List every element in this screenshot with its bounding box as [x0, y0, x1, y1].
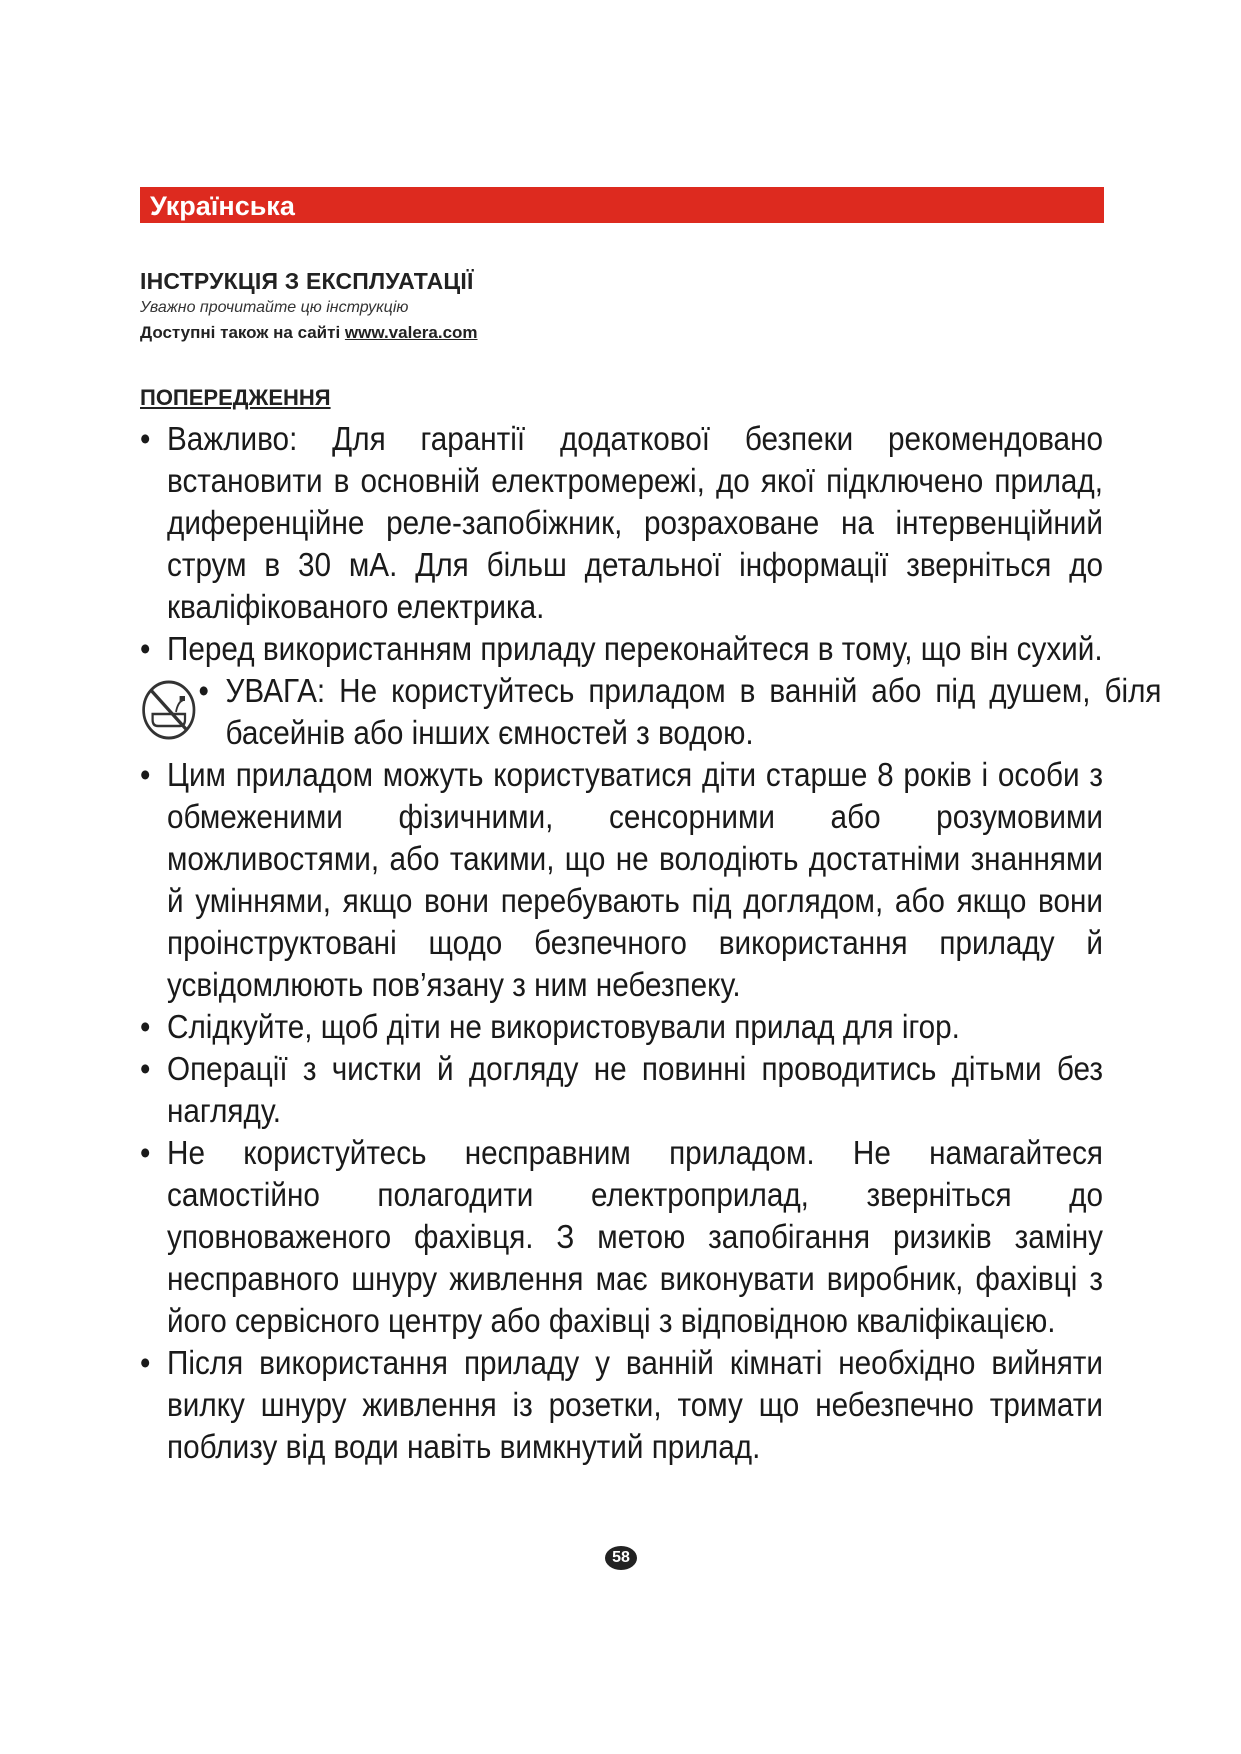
list-item	[140, 628, 1103, 670]
bullet: •	[140, 1008, 151, 1045]
site-link[interactable]: www.valera.com	[344, 323, 478, 342]
list-item	[140, 1342, 1103, 1468]
bullet: •	[198, 672, 209, 709]
list-item	[140, 1132, 1103, 1342]
warning-text: УВАГА: Не користуйтесь приладом в ванній або під душем, біля басейнів або інших ємностей з водою.	[225, 672, 1162, 751]
bullet: •	[140, 420, 151, 457]
page-subtitle: Уважно прочитайте цю інструкцію	[140, 299, 409, 316]
bullet: •	[140, 756, 151, 793]
bullet: •	[140, 1134, 151, 1171]
warning-text: Перед використанням приладу переконайтеся в тому, що він сухий.	[167, 630, 1103, 667]
site-prefix: Доступні також на сайті	[140, 323, 341, 342]
document-header	[140, 268, 478, 343]
list-item	[140, 418, 1103, 628]
bullet: •	[140, 630, 151, 667]
list-item	[140, 1006, 1103, 1048]
list-item	[140, 1048, 1103, 1132]
warning-text: Операції з чистки й догляду не повинні проводитись дітьми без нагляду.	[167, 1050, 1103, 1129]
warning-text: Цим приладом можуть користуватися діти старше 8 років і особи з обмеженими фізичними, сенсорними або розумовими можливостями, або такими, що не володіють достатніми знаннями й уміннями, якщо вони перебувають під доглядом, або якщо вони проінструктовані щодо безпечного використання приладу й усвідомлюють пов’язану з ним небезпеку.	[167, 756, 1103, 1003]
page-title: ІНСТРУКЦІЯ З ЕКСПЛУАТАЦІЇ	[140, 268, 474, 294]
bullet: •	[140, 1050, 151, 1087]
language-label: Українська	[150, 191, 295, 221]
warning-text: Слідкуйте, щоб діти не використовували прилад для ігор.	[167, 1008, 960, 1045]
bullet: •	[140, 1344, 151, 1381]
warning-text: Важливо: Для гарантії додаткової безпеки рекомендовано встановити в основній електромережі, до якої підключено прилад, диференційне реле-запобіжник, розраховане на інтервенційний струм в 30 мА. Для більш детальної інформації зверніться до кваліфікованого електрика.	[167, 420, 1103, 625]
site-line	[140, 323, 478, 343]
warning-text: Не користуйтесь несправним приладом. Не намагайтеся самостійно полагодити електроприлад, зверніться до уповноваженого фахівця. З метою запобігання ризиків заміну несправного шнуру живлення має виконувати виробник, фахівці з його сервісного центру або фахівці з відповідною кваліфікацією.	[167, 1134, 1103, 1339]
language-section-bar	[140, 187, 1104, 223]
list-item	[140, 670, 1162, 754]
warning-text: Після використання приладу у ванній кімнаті необхідно вийняти вилку шнуру живлення із розетки, тому що небезпечно тримати поблизу від води навіть вимкнутий прилад.	[167, 1344, 1103, 1465]
list-item	[140, 754, 1103, 1006]
warnings-heading: ПОПЕРЕДЖЕННЯ	[140, 385, 331, 410]
warnings-list	[140, 418, 1162, 1468]
page-number: 58	[605, 1546, 637, 1570]
no-bath-icon	[140, 678, 198, 742]
